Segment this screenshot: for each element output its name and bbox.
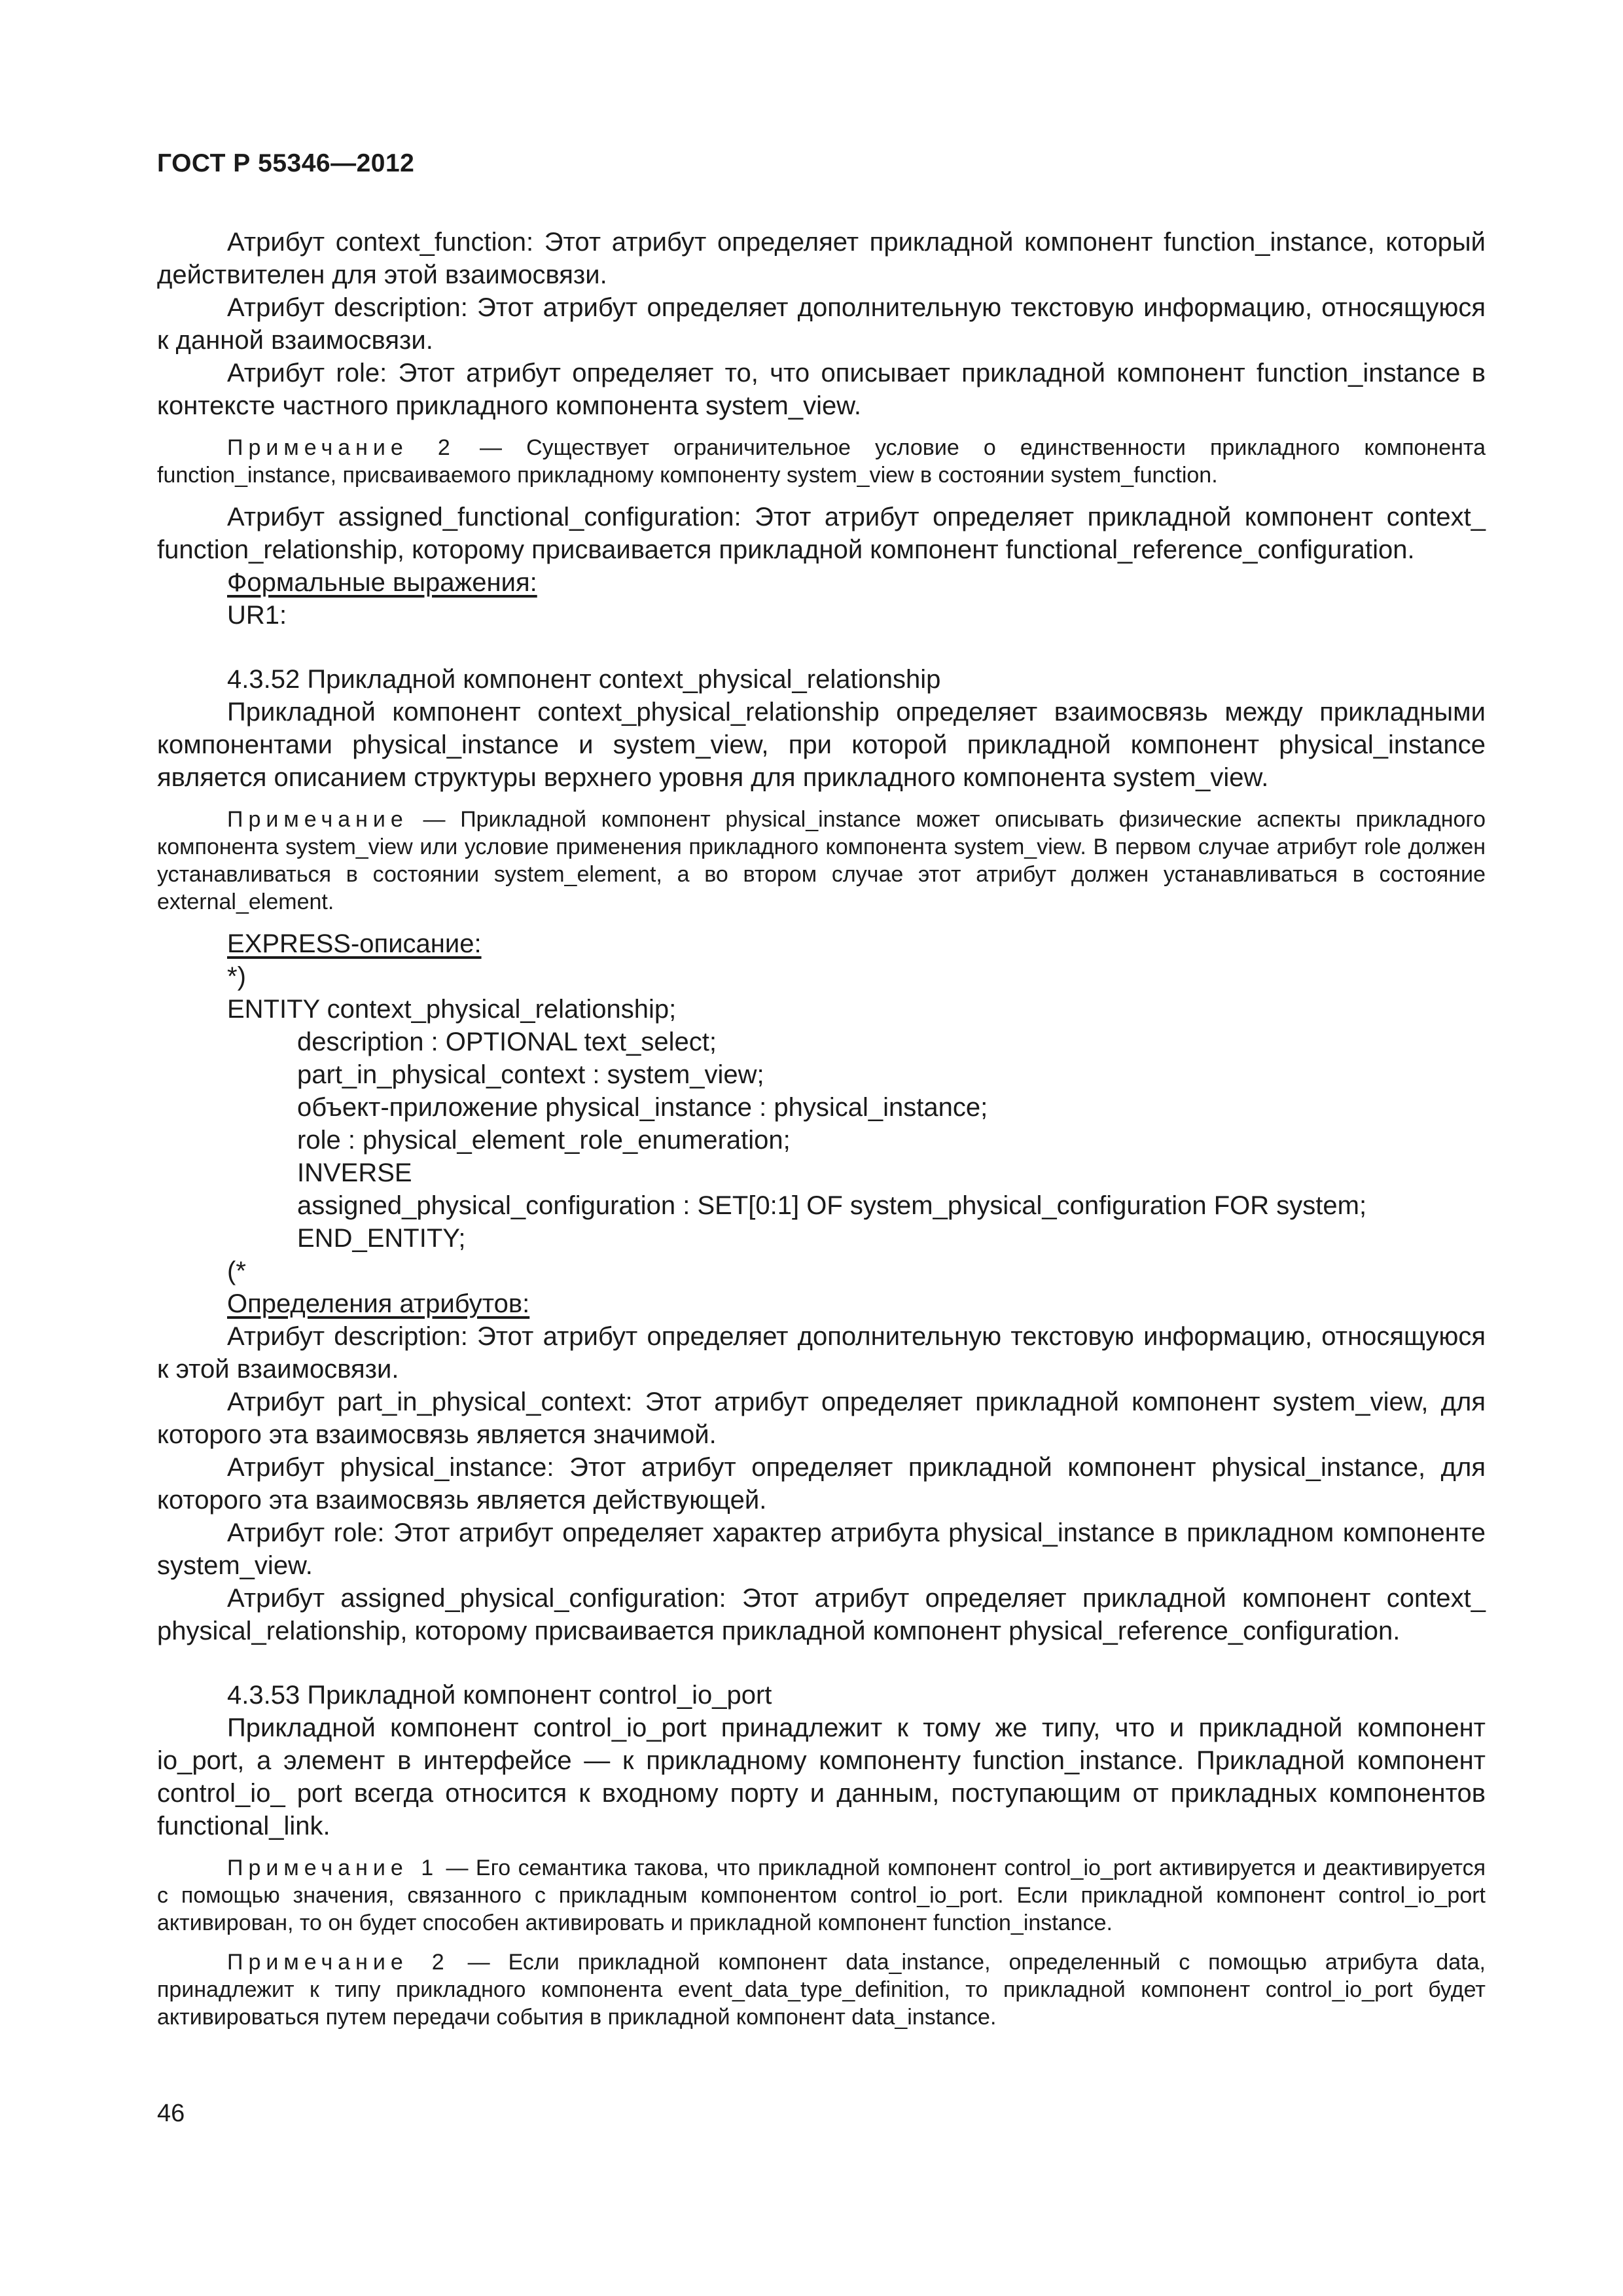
note-text: — Прикладной компонент physical_instance может описывать физические аспекты прикладного компонента system_view или условие применения прикладного компонента system_view. В первом случае атрибут role должен устанавливаться в состоянии system_element, а во втором случае этот атрибут должен устанавливаться в состояние external_element.	[157, 807, 1486, 914]
note	[157, 806, 1486, 916]
paragraph: Атрибут assigned_physical_configuration: Этот атрибут определяет прикладной компонент context_ physical_relationship, которому присваивается прикладной компонент physical_reference_configuration.	[157, 1584, 1486, 1645]
code-line: part_in_physical_context : system_view;	[297, 1060, 764, 1089]
page-body	[157, 226, 1486, 2031]
note-label: Примечание	[227, 807, 408, 832]
paragraph: Атрибут assigned_functional_configuration: Этот атрибут определяет прикладной компонент context_ function_relationship, которому присваивается прикладной компонент functional_reference_configuration.	[157, 503, 1486, 564]
formal-heading: Формальные выражения:	[227, 568, 537, 597]
page-number: 46	[157, 2100, 185, 2127]
code-line: assigned_physical_configuration : SET[0:1] OF system_physical_configuration FOR system;	[297, 1191, 1367, 1220]
note-label: Примечание 2	[227, 435, 455, 460]
paragraph: Атрибут part_in_physical_context: Этот атрибут определяет прикладной компонент system_view, для которого эта взаимосвязь является значимой.	[157, 1388, 1486, 1449]
paragraph: Прикладной компонент context_physical_relationship определяет взаимосвязь между прикладными компонентами physical_instance и system_view, при которой прикладной компонент physical_instance является описанием структуры верхнего уровня для прикладного компонента system_view.	[157, 698, 1486, 792]
note-text: — Его семантика такова, что прикладной компонент control_io_port активируется и деактивируется с помощью значения, связанного с прикладным компонентом control_io_port. Если прикладной компонент control_io_port активирован, то он будет способен активировать и прикладной компонент function_instance.	[157, 1856, 1486, 1935]
paragraph: Атрибут physical_instance: Этот атрибут определяет прикладной компонент physical_instance, для которого эта взаимосвязь является действующей.	[157, 1453, 1486, 1515]
note-label: Примечание 1	[227, 1856, 439, 1880]
note	[157, 1854, 1486, 1937]
note	[157, 1948, 1486, 2031]
paragraph: Атрибут description: Этот атрибут определяет дополнительную текстовую информацию, относящуюся к данной взаимосвязи.	[157, 293, 1486, 355]
paragraph: Атрибут description: Этот атрибут определяет дополнительную текстовую информацию, относящуюся к этой взаимосвязи.	[157, 1322, 1486, 1384]
attributes-heading: Определения атрибутов:	[227, 1289, 530, 1318]
code-line: ENTITY context_physical_relationship;	[227, 995, 677, 1024]
code-line: объект-приложение physical_instance : physical_instance;	[297, 1093, 988, 1122]
note-text: — Если прикладной компонент data_instance, определенный с помощью атрибута data, принадлежит к типу прикладного компонента event_data_type_definition, то прикладной компонент control_io_port будет активироваться путем передачи события в прикладной компонент data_instance.	[157, 1950, 1486, 2030]
paragraph: Атрибут context_function: Этот атрибут определяет прикладной компонент function_instance, который действителен для этой взаимосвязи.	[157, 228, 1486, 289]
paragraph: Атрибут role: Этот атрибут определяет то, что описывает прикладной компонент function_instance в контексте частного прикладного компонента system_view.	[157, 359, 1486, 420]
express-heading: EXPRESS-описание:	[227, 929, 482, 958]
note-label: Примечание 2	[227, 1950, 450, 1975]
note	[157, 434, 1486, 489]
code-line: INVERSE	[297, 1158, 412, 1187]
paragraph: Прикладной компонент control_io_port принадлежит к тому же типу, что и прикладной компонент io_port, а элемент в интерфейсе — к прикладному компоненту function_instance. Прикладной компонент control_io_ port всегда относится к входному порту и данным, поступающим от прикладных компонентов functional_link.	[157, 1713, 1486, 1840]
section-heading-4352: 4.3.52 Прикладной компонент context_physical_relationship	[227, 665, 941, 694]
standard-header: ГОСТ Р 55346—2012	[157, 149, 415, 177]
paragraph: Атрибут role: Этот атрибут определяет характер атрибута physical_instance в прикладном компоненте system_view.	[157, 1518, 1486, 1580]
code-line: (*	[227, 1257, 246, 1285]
note-text: — Существует ограничительное условие о единственности прикладного компонента function_instance, присваиваемого прикладному компоненту system_view в состоянии system_function.	[157, 435, 1486, 488]
section-heading-4353: 4.3.53 Прикладной компонент control_io_port	[227, 1681, 772, 1710]
code-line: description : OPTIONAL text_select;	[297, 1028, 717, 1056]
code-line: *)	[227, 962, 246, 991]
ur1-label: UR1:	[227, 601, 287, 630]
code-line: role : physical_element_role_enumeration;	[297, 1126, 791, 1155]
code-line: END_ENTITY;	[297, 1224, 466, 1253]
